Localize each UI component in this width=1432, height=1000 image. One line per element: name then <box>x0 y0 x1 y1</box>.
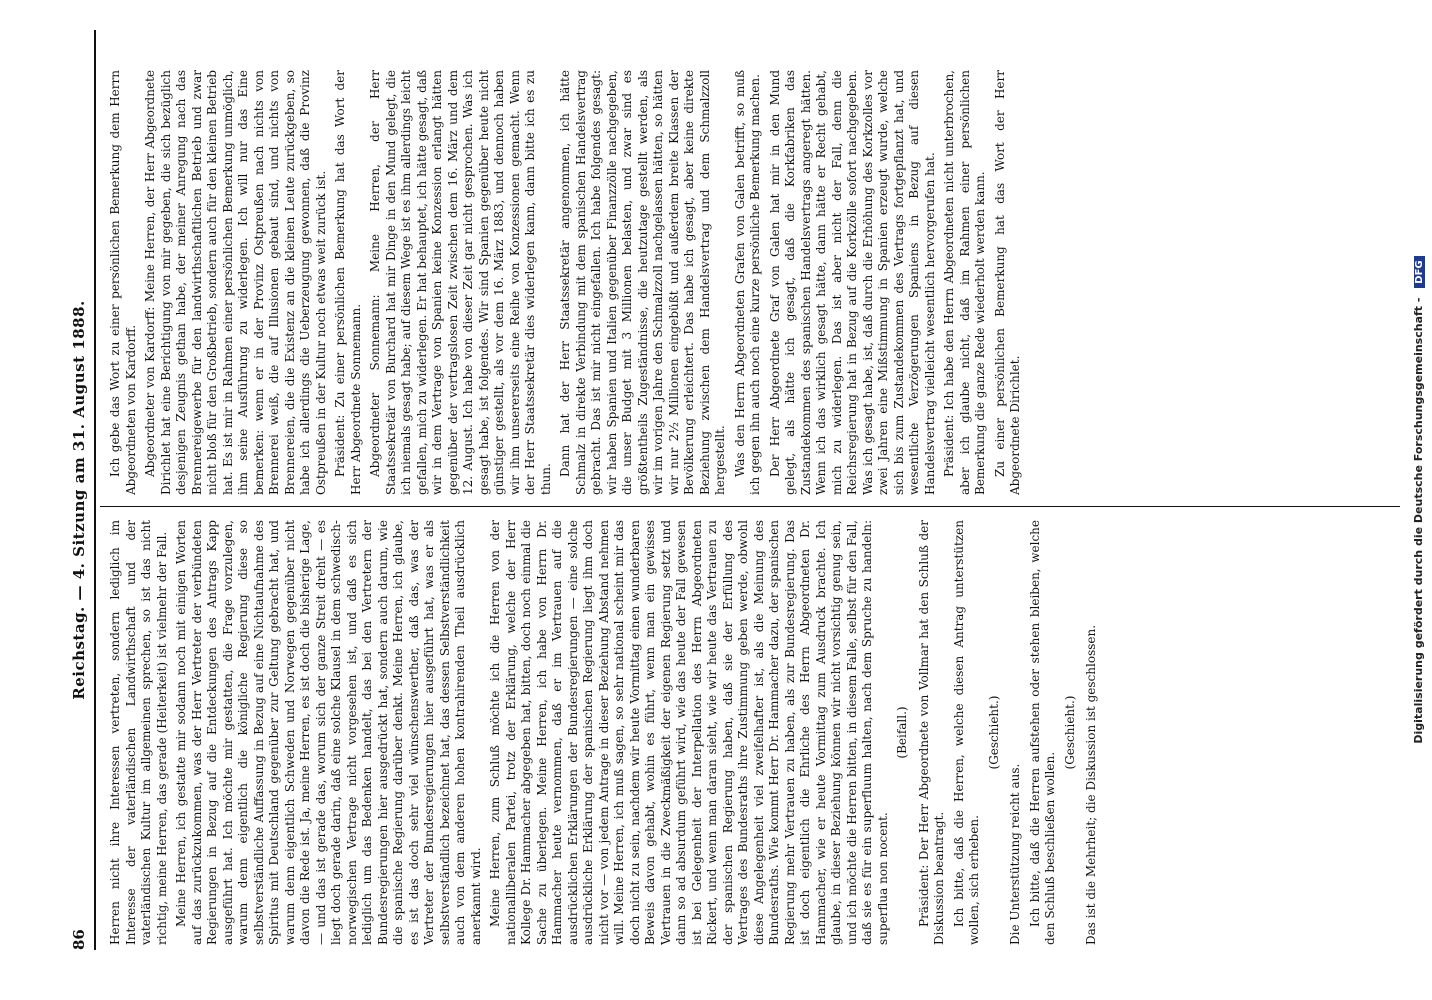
page-title: Reichstag. — 4. Sitzung am 31. August 1888. <box>70 300 88 700</box>
paragraph: Abgeordneter Sonnemann: Meine Herren, der Herr Staatssekretär von Burchard hat mir Dinge in den Mund gelegt, die ich niemals gesagt habe; auf diesem Wege ist es ihm allerdings leicht gefallen, mich zu widerlegen. Er hat behauptet, ich hätte gesagt, daß wir in dem Vertrage von Spanien keine Konzession erlangt hätten gegenüber der vertragslosen Zeit zwischen dem 16. März und dem 12. August. Ich habe von dieser Zeit gar nicht gesprochen. Was ich gesagt habe, ist folgendes. Wir sind Spanien gegenüber heute nicht günstiger gestellt, als vor dem 16. März 1883, und dennoch haben wir ihm unsererseits eine Reihe von Konzessionen gemacht. Wenn der Herr Staatssekretär dies widerlegen kann, dann bitte ich es zu thun. <box>368 70 553 495</box>
paragraph: Dann hat der Herr Staatssekretär angenommen, ich hätte Schmalz in direkte Verbindung mit dem spanischen Handelsvertrag gebracht. Das ist mir nicht eingefallen. Ich habe folgendes gesagt: wir haben Spanien und Italien gegenüber Finanzzölle nachgegeben, die unser Budget mit 3 Millionen belasten, und zwar sind es größtentheils Zugeständnisse, die heutzutage gestellt werden, als wir im vorigen Jahre den Schmalzzoll nachgelassen hätten, so hätten wir nur 2½ Millionen eingebüßt und außerdem breite Klassen der Bevölkerung erleichtert. Das habe ich gesagt, aber keine direkte Beziehung zwischen dem Handelsvertrag und dem Schmalzzoll hergestellt. <box>558 70 727 495</box>
paragraph: Meine Herren, ich gestatte mir sodann noch mit einigen Worten auf das zurückzukommen, was der Herr Vertreter der verbündeten Regierungen in Bezug auf die Entdeckungen des Antrags Kapp ausgeführt hat. Ich möchte mir gestatten, die Frage vorzulegen, warum denn eigentlich die königliche Regierung diese so selbstverständliche Auffassung in Bezug auf eine Nichtaufnahme des Spiritus mit Deutschland gegenüber zur Geltung gebracht hat, und warum denn eigentlich Schweden und Norwegen gegenüber nicht davon die Rede ist. Ja, meine Herren, es ist doch die bisherige Lage, — und das ist gerade das, worum sich der ganze Streit dreht — es liegt doch gerade darin, daß eine solche Klausel in dem schwedisch-norwegischen Vertrage nicht vorgesehen ist, und daß es sich lediglich um das Bedenken handelt, das bei den Vertretern der Bundesregierungen hier ausgedrückt hat, sondern auch darum, wie die spanische Regierung darüber denkt. Meine Herren, ich glaube, es ist das doch sehr viel wünschenswerther, daß das, was der Vertreter der Bundesregierungen hier ausgeführt hat, was er als selbstverständlich bezeichnet hat, das dessen Selbstverständlichkeit auch von dem anderen hohen kontrahirenden Theil ausdrücklich anerkannt wird. <box>174 520 483 945</box>
paragraph: (Geschieht.) <box>1062 695 1077 770</box>
paragraph: Ich bitte, daß die Herren, welche diesen Antrag unterstützen wollen, sich erheben. <box>951 520 981 945</box>
dfg-logo: DFG <box>1414 256 1425 287</box>
paragraph: Herren nicht ihre Interessen vertreten, sondern lediglich im Interesse der vaterländischen Landwirthschaft und der vaterländischen Kultur im allgemeinen sprechen, so ist das nicht richtig, meine Herren, das gerade (Heiterkeit) ist vielmehr der Fall. <box>108 520 169 945</box>
paragraph: Präsident: Ich habe den Herrn Abgeordneten nicht unterbrochen, aber ich glaube nicht, daß im Rahmen einer persönlichen Bemerkung die ganze Rede wiederholt werden kann. <box>942 70 987 495</box>
paragraph: Zu einer persönlichen Bemerkung hat das Wort der Herr Abgeordnete Dirichlet. <box>992 70 1022 495</box>
paragraph: Meine Herren, zum Schluß möchte ich die Herren von der nationalliberalen Partei, trotz der Erklärung, welche der Herr Kollege Dr. Hammacher abgegeben hat, bitten, doch noch einmal die Sache zu überlegen. Meine Herren, ich habe von Herrn Dr. Hammacher heute vernommen, daß er im Vertrauen auf die ausdrücklichen Erklärungen der Bundesregierungen — eine solche ausdrückliche Erklärung der spanischen Regierung liegt ihm doch nicht vor — von jedem Antrage in dieser Beziehung Abstand nehmen will. Meine Herren, ich muß sagen, so sehr national scheint mir das doch nicht zu sein, nachdem wir heute Vormittag einen wunderbaren Beweis davon gehabt, wohin es führt, wenn man ein gewisses Vertrauen in die Zweckmäßigkeit der eigenen Regierung setzt und dann so ad absurdum geführt wird, wie das heute der Fall gewesen ist bei Gelegenheit der Interpellation des Herrn Abgeordneten Rickert, und wenn man daran sieht, wie wir heute das Vertrauen zu der spanischen Regierung haben, daß sie der Erfüllung des Vertrages des Bundesraths ihre Zustimmung geben werde, obwohl diese Angelegenheit viel zweifelhafter ist, als die Meinung des Bundesraths. Wie kommt Herr Dr. Hammacher dazu, der spanischen Regierung mehr Vertrauen zu haben, als zur Bundesregierung. Das ist doch eigentlich die Ehrliche des Herrn Abgeordneten Dr. Hammacher, wie er heute Vormittag zum Ausdruck brachte. Ich glaube, in dieser Beziehung können wir nicht vorsichtig genug sein, und ich möchte die Herren bitten, in diesem Falle, selbst für den Fall, daß sie es für ein superfluum halten, nach dem Spruche zu handeln: superflua non nocent. <box>488 520 890 945</box>
left-column <box>108 520 1398 945</box>
paragraph: (Beifall.) <box>895 706 909 759</box>
footer-text: Digitalisierung gefördert durch die Deutsche Forschungsgemeinschaft - <box>1412 297 1425 744</box>
right-column <box>108 70 1398 495</box>
paragraph: Präsident: Zu einer persönlichen Bemerkung hat das Wort der Herr Abgeordnete Sonnemann. <box>333 70 363 495</box>
paragraph: Die Unterstützung reicht aus. <box>1008 763 1022 945</box>
paragraph: Der Herr Abgeordnete Graf von Galen hat mir in den Mund gelegt, als hätte ich gesagt, daß die Korkfabriken das Zustandekommen des spanischen Handelsvertrags angeregt hätten. Wenn ich das wirklich gesagt hätte, dann hätte er Recht gehabt, mich zu widerlegen. Das ist aber nicht der Fall, denn die Reichsregierung hat in Bezug auf die Korkzölle sofort nachgegeben. Was ich gesagt habe, ist, daß durch die Erhöhung des Korkzolles vor zwei Jahren eine Mißstimmung in Spanien erzeugt wurde, welche sich bis zum Zustandekommen des Vertrags fortgepflanzt hat, und wesentliche Verzögerungen Spaniens in Bezug auf diesen Handelsvertrag vielleicht wesentlich hervorgerufen hat. <box>767 70 937 495</box>
running-head <box>70 50 92 950</box>
paragraph: Ich bitte, daß die Herren aufstehen oder stehen bleiben, welche den Schluß beschließen wollen. <box>1027 520 1057 945</box>
paragraph: Was den Herrn Abgeordneten Grafen von Galen betrifft, so muß ich gegen ihn auch noch eine kurze persönliche Bemerkung machen. <box>732 70 762 495</box>
digitization-footer <box>1412 0 1425 1000</box>
paragraph: (Geschieht.) <box>986 695 1001 770</box>
paragraph: Ich gebe das Wort zu einer persönlichen Bemerkung dem Herrn Abgeordneten von Kardorff. <box>108 70 138 495</box>
header-rule <box>94 30 96 950</box>
paragraph: Präsident: Der Herr Abgeordnete von Vollmar hat den Schluß der Diskussion beantragt. <box>916 520 946 945</box>
paragraph: Das ist die Mehrheit; die Diskussion ist geschlossen. <box>1084 624 1098 945</box>
paragraph: Abgeordneter von Kardorff: Meine Herren, der Herr Abgeordnete Dirichlet hat eine Berichtigung von mir gegeben, die sich bezüglich desjenigen Zeugnis gethan habe, der meiner Anregung nach das Brennereigewerbe für den landwirthschaftlichen Betrieb und zwar nicht bloß für den Großbetrieb, sondern auch für den kleinen Betrieb hat. Es ist mir in Rahmen einer persönlichen Bemerkung unmöglich, ihm seine Ausführung zu widerlegen. Ich will nur das Eine bemerken: wenn er in der Provinz Ostpreußen nach nichts von Brennerei weiß, die auf Illusionen gebaut sind, und nichts von Brennereien, die die Existenz an die kleinen Leute zurückgeben, so habe ich allerdings die Ueberzeugung gewonnen, daß die Provinz Ostpreußen in der Kultur noch etwas weit zurück ist. <box>143 70 328 495</box>
page-number: 86 <box>70 929 88 950</box>
column-divider <box>100 506 1400 507</box>
